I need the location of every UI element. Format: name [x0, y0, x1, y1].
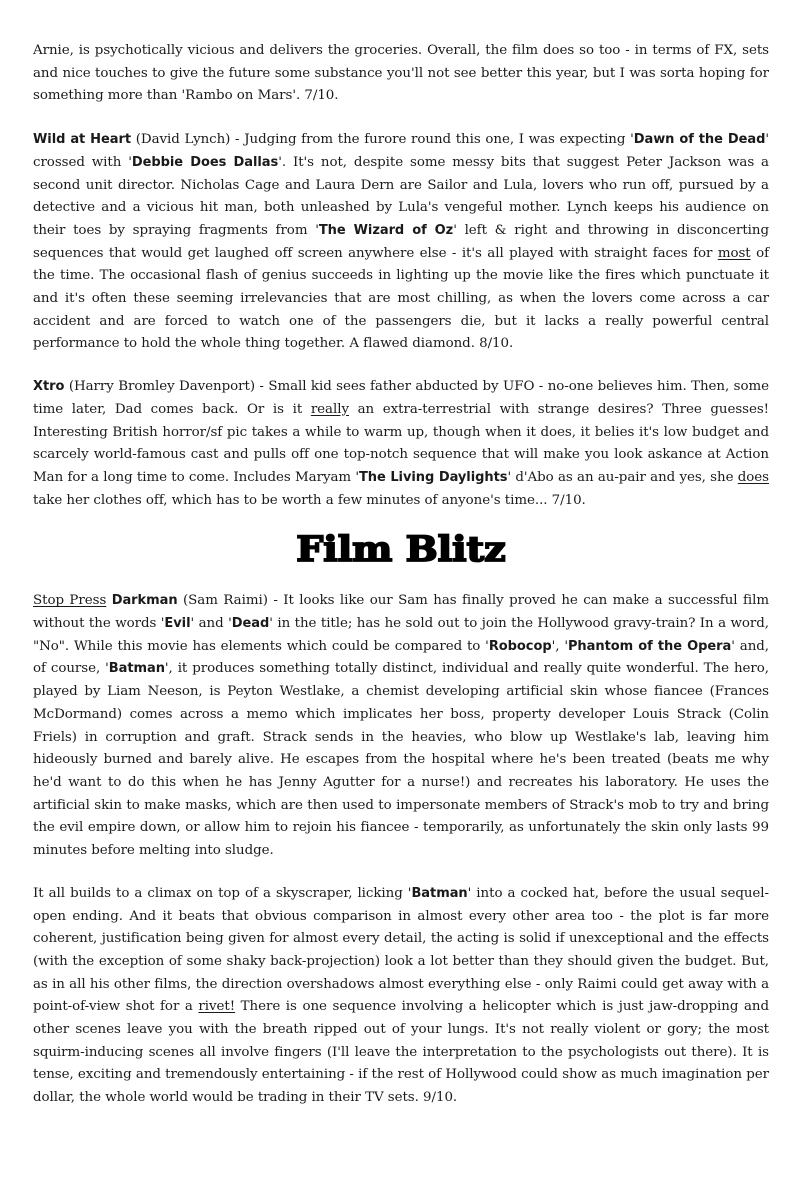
paragraph-text: There is one sequence involving a helicopter which is just jaw-dropping and other scenes leave you with the breath ripped out of your lungs. It's not really violent or gory; the most squirm-inducing scenes all involve fingers (I'll leave the interpretation to the psychologists out there). It is tense, exciting and tremendously entertaining - if the rest of Hollywood could show as much imagination per dollar, the whole world would be trading in their TV sets. 9/10. [33, 999, 769, 1106]
film-reference: Batman [108, 661, 165, 677]
film-reference: Robocop [488, 638, 552, 654]
section-heading [33, 529, 769, 569]
film-reference: Evil [164, 616, 191, 632]
film-reference: Dawn of the Dead [633, 132, 766, 148]
paragraph-text: take her clothes off, which has to be worth a few minutes of anyone's time... 7/10. [33, 492, 586, 508]
underlined-word: does [737, 469, 769, 485]
paragraph-text: ' and ' [190, 616, 232, 632]
paragraph-text: of the time. The occasional flash of genius succeeds in lighting up the movie like the fires which punctuate it and it's often these seeming irrelevancies that are most chilling, as when the lovers come across a car accident and are forced to watch one of the passengers die, but it lacks a really powerful central performance to hold the whole thing together. A flawed diamond. 8/10. [33, 245, 769, 352]
paragraph-text: ' in the title; has he sold out to join the Hollywood gravy-train? In a word, "No". While this movie has elements which could be compared to ' [33, 616, 769, 654]
paragraph-text: (David Lynch) - Judging from the furore round this one, I was expecting ' [131, 132, 634, 148]
review-xtro [33, 376, 769, 512]
review-darkman-continued [33, 883, 769, 1110]
paragraph-text: ' into a cocked hat, before the usual sequel-open ending. And it beats that obvious comparison in almost every other area too - the plot is far more coherent, justification being given for almost every detail, the acting is solid if unexceptional and the effects (with the exception of some shaky back-projection) look a lot better than they should given the budget. But, as in all his other films, the direction overshadows almost everything else - only Raimi could get away with a point-of-view shot for a [33, 885, 769, 1015]
paragraph-text: ' left & right and throwing in disconcerting sequences that would get laughed off screen anywhere else - it's all played with straight faces for [33, 222, 769, 261]
review-wild-at-heart [33, 129, 769, 356]
film-reference: Batman [411, 885, 468, 901]
stop-press-label: Stop Press [33, 593, 107, 609]
underlined-word: most [717, 245, 751, 261]
review-paragraph [33, 40, 769, 108]
heading-text: Film Blitz [296, 528, 506, 570]
film-reference: Debbie Does Dallas [131, 154, 279, 170]
film-title: Wild at Heart [33, 132, 132, 148]
film-title: Xtro [33, 379, 65, 395]
underlined-word: really [310, 401, 349, 417]
paragraph-text: '. It's not, despite some messy bits that suggest Peter Jackson was a second unit director. Nicholas Cage and Laura Dern are Sailor and Lula, lovers who run off, pursued by a detective and a vicious hit man, both unleashed by Lula's vengeful mother. Lynch keeps his audience on their toes by spraying fragments from ' [33, 154, 769, 238]
paragraph-text: ' and, of course, ' [33, 638, 770, 677]
paragraph-text: Arnie, is psychotically vicious and delivers the groceries. Overall, the film does so too - in terms of FX, sets and nice touches to give the future some substance you'll not see better this year, but I was sorta hoping for something more than 'Rambo on Mars'. 7/10. [33, 43, 769, 104]
film-reference: Phantom of the Opera [567, 638, 732, 654]
paragraph-text: (Harry Bromley Davenport) - Small kid sees father abducted by UFO - no-one believes him. Then, some time later, Dad comes back. Or is it [33, 379, 769, 417]
paragraph-text: ' d'Abo as an au-pair and yes, she [507, 469, 738, 485]
paragraph-text: ', ' [551, 638, 568, 654]
paragraph-text: ' crossed with ' [33, 132, 769, 170]
film-reference: The Living Daylights [358, 469, 508, 485]
page [33, 40, 769, 1110]
film-title: Darkman [111, 593, 178, 609]
underlined-word: rivet! [198, 999, 236, 1015]
paragraph-text: (Sam Raimi) - It looks like our Sam has finally proved he can make a successful film without the words ' [33, 593, 769, 632]
film-reference: The Wizard of Oz [318, 222, 454, 238]
review-darkman [33, 590, 769, 862]
paragraph-text: It all builds to a climax on top of a skyscraper, licking ' [33, 885, 412, 901]
paragraph-text: an extra-terrestrial with strange desires? Three guesses! Interesting British horror/sf pic takes a while to warm up, though when it does, it belies it's low budget and scarcely world-famous cast and pulls off one top-notch sequence that will make you look askance at Action Man for a long time to come. Includes Maryam ' [33, 401, 770, 485]
paragraph-text: ', it produces something totally distinct, individual and really quite wonderful. The hero, played by Liam Neeson, is Peyton Westlake, a chemist developing artificial skin whose fiancee (Frances McDormand) comes across a memo which implicates her boss, property developer Louis Strack (Colin Friels) in corruption and graft. Strack sends in the heavies, who blow up Westlake's lab, leaving him hideously burned and barely alive. He escapes from the hospital where he's been treated (beats me why he'd want to do this when he has Jenny Agutter for a nurse!) and recreates his laboratory. He uses the artificial skin to make masks, which are then used to impersonate members of Strack's mob to try and bring the evil empire down, or allow him to rejoin his fiancee - temporarily, as unfortunately the skin only lasts 99 minutes before melting into sludge. [33, 661, 769, 859]
film-reference: Dead [231, 616, 270, 632]
